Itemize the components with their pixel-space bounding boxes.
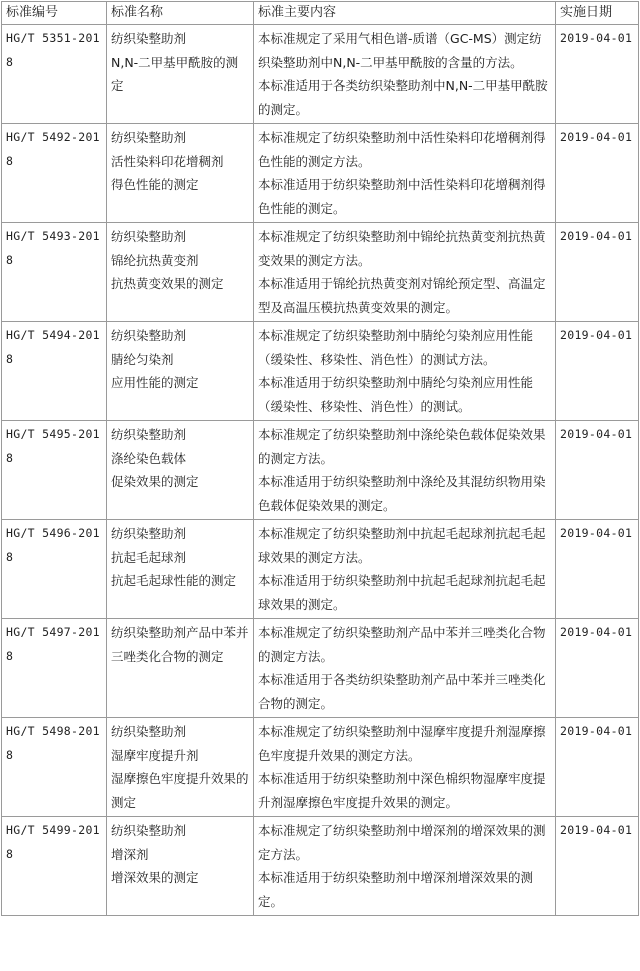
standard-name-line: 纺织染整助剂 (111, 526, 187, 541)
standard-content-paragraph: 本标准规定了纺织染整助剂产品中苯并三唑类化合物的测定方法。 (258, 625, 546, 664)
standard-name-line: 纺织染整助剂 (111, 130, 187, 145)
implementation-date-cell: 2019-04-01 (556, 322, 639, 421)
standard-name-line: 抗起毛起球性能的测定 (111, 573, 237, 588)
standard-name-line: 纺织染整助剂 (111, 229, 187, 244)
standard-name-line: 纺织染整助剂 (111, 724, 187, 739)
standard-content-paragraph: 本标准适用于纺织染整助剂中增深剂增深效果的测定。 (258, 870, 534, 909)
standard-name-line: 纺织染整助剂 (111, 823, 187, 838)
standard-content-paragraph: 本标准规定了纺织染整助剂中腈纶匀染剂应用性能（缓染性、移染性、消色性）的测试方法。 (258, 328, 534, 367)
implementation-date-cell: 2019-04-01 (556, 124, 639, 223)
standard-content-cell (254, 520, 556, 619)
table-row (2, 817, 639, 916)
standard-name-line: 腈纶匀染剂 (111, 351, 174, 367)
implementation-date-cell: 2019-04-01 (556, 718, 639, 817)
table-row (2, 520, 639, 619)
implementation-date-cell: 2019-04-01 (556, 223, 639, 322)
standard-name-line: 锦纶抗热黄变剂 (111, 252, 199, 268)
standard-name-line: 涤纶染色载体 (111, 450, 187, 466)
standard-name-line: 纺织染整助剂 (111, 31, 187, 46)
standard-name-cell (107, 817, 254, 916)
table-row (2, 322, 639, 421)
standard-name-line: 促染效果的测定 (111, 474, 199, 489)
standard-code-cell: HG/T 5495-2018 (2, 421, 107, 520)
header-date: 实施日期 (556, 2, 639, 25)
table-body (2, 25, 639, 916)
standard-content-paragraph: 本标准适用于纺织染整助剂中活性染料印花增稠剂得色性能的测定。 (258, 177, 546, 216)
standard-content-paragraph: 本标准规定了纺织染整助剂中锦纶抗热黄变剂抗热黄变效果的测定方法。 (258, 229, 546, 268)
table-row (2, 718, 639, 817)
standard-name-line: 纺织染整助剂产品中苯并三唑类化合物的测定 (111, 625, 249, 664)
standard-name-cell (107, 223, 254, 322)
standard-name-line: 湿摩牢度提升剂 (111, 747, 199, 763)
standard-content-paragraph: 本标准规定了纺织染整助剂中涤纶染色载体促染效果的测定方法。 (258, 427, 546, 466)
standard-name-cell (107, 619, 254, 718)
standard-content-paragraph: 本标准适用于锦纶抗热黄变剂对锦纶预定型、高温定型及高温压模抗热黄变效果的测定。 (258, 276, 546, 315)
table-row (2, 223, 639, 322)
header-name: 标准名称 (107, 2, 254, 25)
standard-content-paragraph: 本标准规定了纺织染整助剂中湿摩牢度提升剂湿摩擦色牢度提升效果的测定方法。 (258, 724, 546, 763)
standard-name-line: 活性染料印花增稠剂 (111, 153, 224, 169)
standard-content-cell (254, 322, 556, 421)
standard-name-cell (107, 322, 254, 421)
standard-name-cell (107, 520, 254, 619)
standard-content-cell (254, 817, 556, 916)
standards-table (1, 1, 639, 916)
standard-content-paragraph: 本标准适用于纺织染整助剂中深色棉织物湿摩牢度提升剂湿摩擦色牢度提升效果的测定。 (258, 771, 546, 810)
implementation-date-cell: 2019-04-01 (556, 520, 639, 619)
standard-name-line: 增深效果的测定 (111, 870, 199, 885)
table-row (2, 421, 639, 520)
standard-name-cell (107, 421, 254, 520)
standard-content-cell (254, 718, 556, 817)
standard-content-paragraph: 本标准适用于各类纺织染整助剂产品中苯并三唑类化合物的测定。 (258, 672, 546, 711)
standard-code-cell: HG/T 5351-2018 (2, 25, 107, 124)
standard-name-cell (107, 718, 254, 817)
standard-content-cell (254, 223, 556, 322)
table-row (2, 25, 639, 124)
header-code: 标准编号 (2, 2, 107, 25)
standard-name-line: 应用性能的测定 (111, 375, 199, 390)
standards-table-container (1, 1, 638, 916)
standard-name-line: 纺织染整助剂 (111, 328, 187, 343)
standard-name-line: 得色性能的测定 (111, 177, 199, 192)
standard-content-cell (254, 124, 556, 223)
implementation-date-cell: 2019-04-01 (556, 619, 639, 718)
standard-code-cell: HG/T 5494-2018 (2, 322, 107, 421)
standard-name-line: 纺织染整助剂 (111, 427, 187, 442)
standard-content-paragraph: 本标准适用于各类纺织染整助剂中N,N-二甲基甲酰胺的测定。 (258, 78, 548, 117)
standard-code-cell: HG/T 5498-2018 (2, 718, 107, 817)
standard-content-paragraph: 本标准规定了纺织染整助剂中活性染料印花增稠剂得色性能的测定方法。 (258, 130, 546, 169)
table-row (2, 124, 639, 223)
standard-content-cell (254, 421, 556, 520)
standard-name-line: 抗起毛起球剂 (111, 549, 187, 565)
table-row (2, 619, 639, 718)
implementation-date-cell: 2019-04-01 (556, 25, 639, 124)
table-header-row (2, 2, 639, 25)
header-content: 标准主要内容 (254, 2, 556, 25)
standard-name-cell (107, 25, 254, 124)
standard-content-cell (254, 25, 556, 124)
implementation-date-cell: 2019-04-01 (556, 421, 639, 520)
standard-code-cell: HG/T 5493-2018 (2, 223, 107, 322)
standard-content-cell (254, 619, 556, 718)
standard-code-cell: HG/T 5496-2018 (2, 520, 107, 619)
implementation-date-cell: 2019-04-01 (556, 817, 639, 916)
standard-content-paragraph: 本标准适用于纺织染整助剂中抗起毛起球剂抗起毛起球效果的测定。 (258, 573, 546, 612)
standard-content-paragraph: 本标准适用于纺织染整助剂中腈纶匀染剂应用性能（缓染性、移染性、消色性）的测试。 (258, 375, 534, 414)
standard-code-cell: HG/T 5497-2018 (2, 619, 107, 718)
standard-name-line: 抗热黄变效果的测定 (111, 276, 224, 291)
standard-name-line: 增深剂 (111, 846, 149, 862)
standard-content-paragraph: 本标准规定了纺织染整助剂中增深剂的增深效果的测定方法。 (258, 823, 546, 862)
standard-name-line: N,N-二甲基甲酰胺的测定 (111, 54, 239, 93)
standard-content-paragraph: 本标准适用于纺织染整助剂中涤纶及其混纺织物用染色载体促染效果的测定。 (258, 474, 546, 513)
standard-code-cell: HG/T 5492-2018 (2, 124, 107, 223)
standard-content-paragraph: 本标准规定了采用气相色谱-质谱（GC-MS）测定纺织染整助剂中N,N-二甲基甲酰胺的含量的方法。 (258, 31, 542, 70)
standard-name-line: 湿摩擦色牢度提升效果的测定 (111, 771, 249, 810)
standard-content-paragraph: 本标准规定了纺织染整助剂中抗起毛起球剂抗起毛起球效果的测定方法。 (258, 526, 546, 565)
standard-name-cell (107, 124, 254, 223)
standard-code-cell: HG/T 5499-2018 (2, 817, 107, 916)
